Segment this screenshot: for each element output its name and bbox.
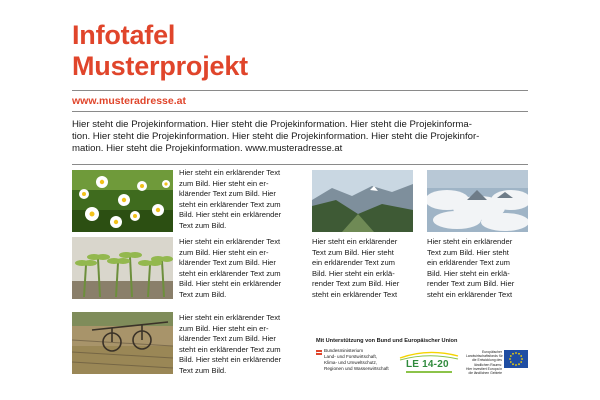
- intro-line: tion. Hier steht die Projekinformation. Hier steht die Projekinformation. Hier steht die Projekinfor-: [72, 131, 480, 143]
- clouds-photo: [427, 170, 528, 232]
- intro-line: Hier steht die Projekinformation. Hier steht die Projekinformation. Hier steht die Projekinforma-: [72, 119, 472, 130]
- intro-line: mation. Hier steht die Projekinformation. www.musteradresse.at: [72, 143, 343, 155]
- ministry-name: Bundesministerium Land- und Forstwirtschaft, Klima- und Umweltschutz, Regionen und Wasserwirtschaft: [324, 348, 389, 371]
- divider-under-url: [72, 111, 528, 112]
- divider-under-intro: [72, 164, 528, 165]
- eu-flag-icon: [504, 350, 528, 368]
- caption-mountain-valley: Hier steht ein erklärender Text zum Bild. Hier steht ein erklärender Text zum Bild. Hier steht ein erklä- render Text zum Bild. Hier steht ein erklärender Text: [312, 237, 400, 299]
- mountain-valley-photo: [312, 170, 413, 232]
- caption-daisies: Hier steht ein erklärender Text zum Bild. Hier steht ein er- klärender Text zum Bild. Hier steht ein erklärender Text zum Bild. Hier steht ein erklärender Text zum Bild.: [179, 168, 282, 230]
- project-information: [72, 119, 530, 156]
- daisies-photo: [72, 170, 173, 232]
- divider-top: [72, 90, 528, 91]
- caption-seedlings: Hier steht ein erklärender Text zum Bild. Hier steht ein er- klärender Text zum Bild. Hier steht ein erklärender Text zum Bild. Hier steht ein erklärender Text zum Bild.: [179, 237, 282, 299]
- austria-flag-icon: [316, 350, 322, 355]
- le-logo-text: LE 14-20: [406, 359, 449, 370]
- caption-clouds: Hier steht ein erklärender Text zum Bild. Hier steht ein erklärender Text zum Bild. Hier steht ein erklä- render Text zum Bild. Hier steht ein erklärender Text: [427, 237, 515, 299]
- caption-hay-field: Hier steht ein erklärender Text zum Bild. Hier steht ein er- klärender Text zum Bild. Hier steht ein erklärender Text zum Bild. Hier steht ein erklärender Text zum Bild.: [179, 313, 282, 375]
- title-line-1: Infotafel: [72, 20, 176, 50]
- eu-fund-text: Europäischer Landwirtschaftsfonds für die Entwicklung des ländlichen Raums: Hier investiert Europa in die ländlichen Gebiete: [466, 350, 503, 376]
- project-url[interactable]: www.musteradresse.at: [72, 95, 186, 107]
- title-line-2: Musterprojekt: [72, 51, 248, 81]
- support-notice: Mit Unterstützung von Bund und Europäischer Union: [316, 338, 458, 344]
- hay-field-photo: [72, 312, 173, 374]
- seedlings-photo: [72, 237, 173, 299]
- page-title: [72, 20, 532, 82]
- le-14-20-logo: [398, 350, 460, 376]
